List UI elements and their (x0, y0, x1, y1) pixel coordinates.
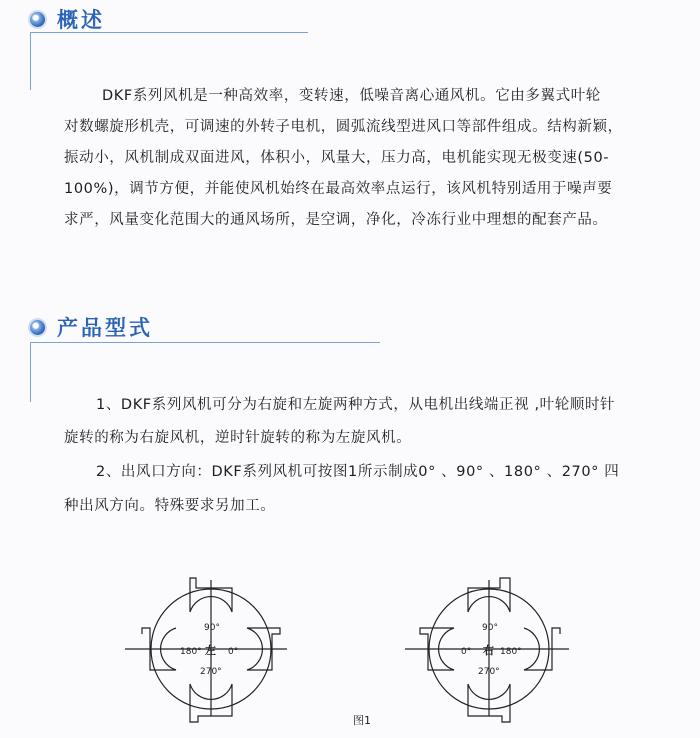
overview-title: 概述 (57, 8, 105, 32)
left-angle-right: 0° (228, 647, 239, 657)
right-rotation-label: 右 (483, 644, 494, 657)
left-angle-left: 180° (180, 647, 202, 657)
heading-vrule (30, 32, 31, 90)
circle-bullet-icon (30, 320, 45, 335)
right-angle-left: 0° (461, 647, 472, 657)
product-type-line: 旋转的称为右旋风机，逆时针旋转的称为左旋风机。 (64, 430, 412, 446)
overview-line: 振动小，风机制成双面进风，体积小，风量大，压力高，电机能实现无极变速(50- (64, 150, 610, 166)
heading-rule (30, 342, 380, 343)
left-angle-bottom: 270° (200, 667, 222, 677)
figure-caption: 图1 (353, 714, 371, 727)
heading-rule (30, 32, 308, 33)
overview-line: 求严，风量变化范围大的通风场所，是空调，净化，冷冻行业中理想的配套产品。 (64, 212, 608, 228)
heading-vrule (30, 342, 31, 402)
product-type-title: 产品型式 (57, 316, 153, 340)
outlet-direction-figure (0, 570, 700, 738)
product-type-line: 种出风方向。特殊要求另加工。 (64, 498, 276, 514)
circle-bullet-icon (30, 12, 45, 27)
product-type-heading (30, 312, 153, 342)
overview-line: 对数螺旋形机壳，可调速的外转子电机，圆弧流线型进风口等部件组成。结构新颖， (64, 119, 623, 135)
left-angle-top: 90° (204, 623, 220, 633)
overview-line: 100%)，调节方便，并能使风机始终在最高效率点运行，该风机特别适用于噪声要 (64, 181, 613, 197)
right-angle-top: 90° (482, 623, 498, 633)
overview-heading (30, 4, 105, 34)
overview-line: DKF系列风机是一种高效率，变转速，低噪音离心通风机。它由多翼式叶轮 (102, 88, 601, 104)
left-rotation-label: 左 (205, 644, 216, 657)
right-angle-right: 180° (500, 647, 522, 657)
product-type-line: 1、DKF系列风机可分为右旋和左旋两种方式，从电机出线端正视 ,叶轮顺时针 (96, 397, 616, 413)
right-angle-bottom: 270° (478, 667, 500, 677)
product-type-line: 2、出风口方向：DKF系列风机可按图1所示制成0° 、90° 、180° 、270° 四 (96, 464, 620, 480)
